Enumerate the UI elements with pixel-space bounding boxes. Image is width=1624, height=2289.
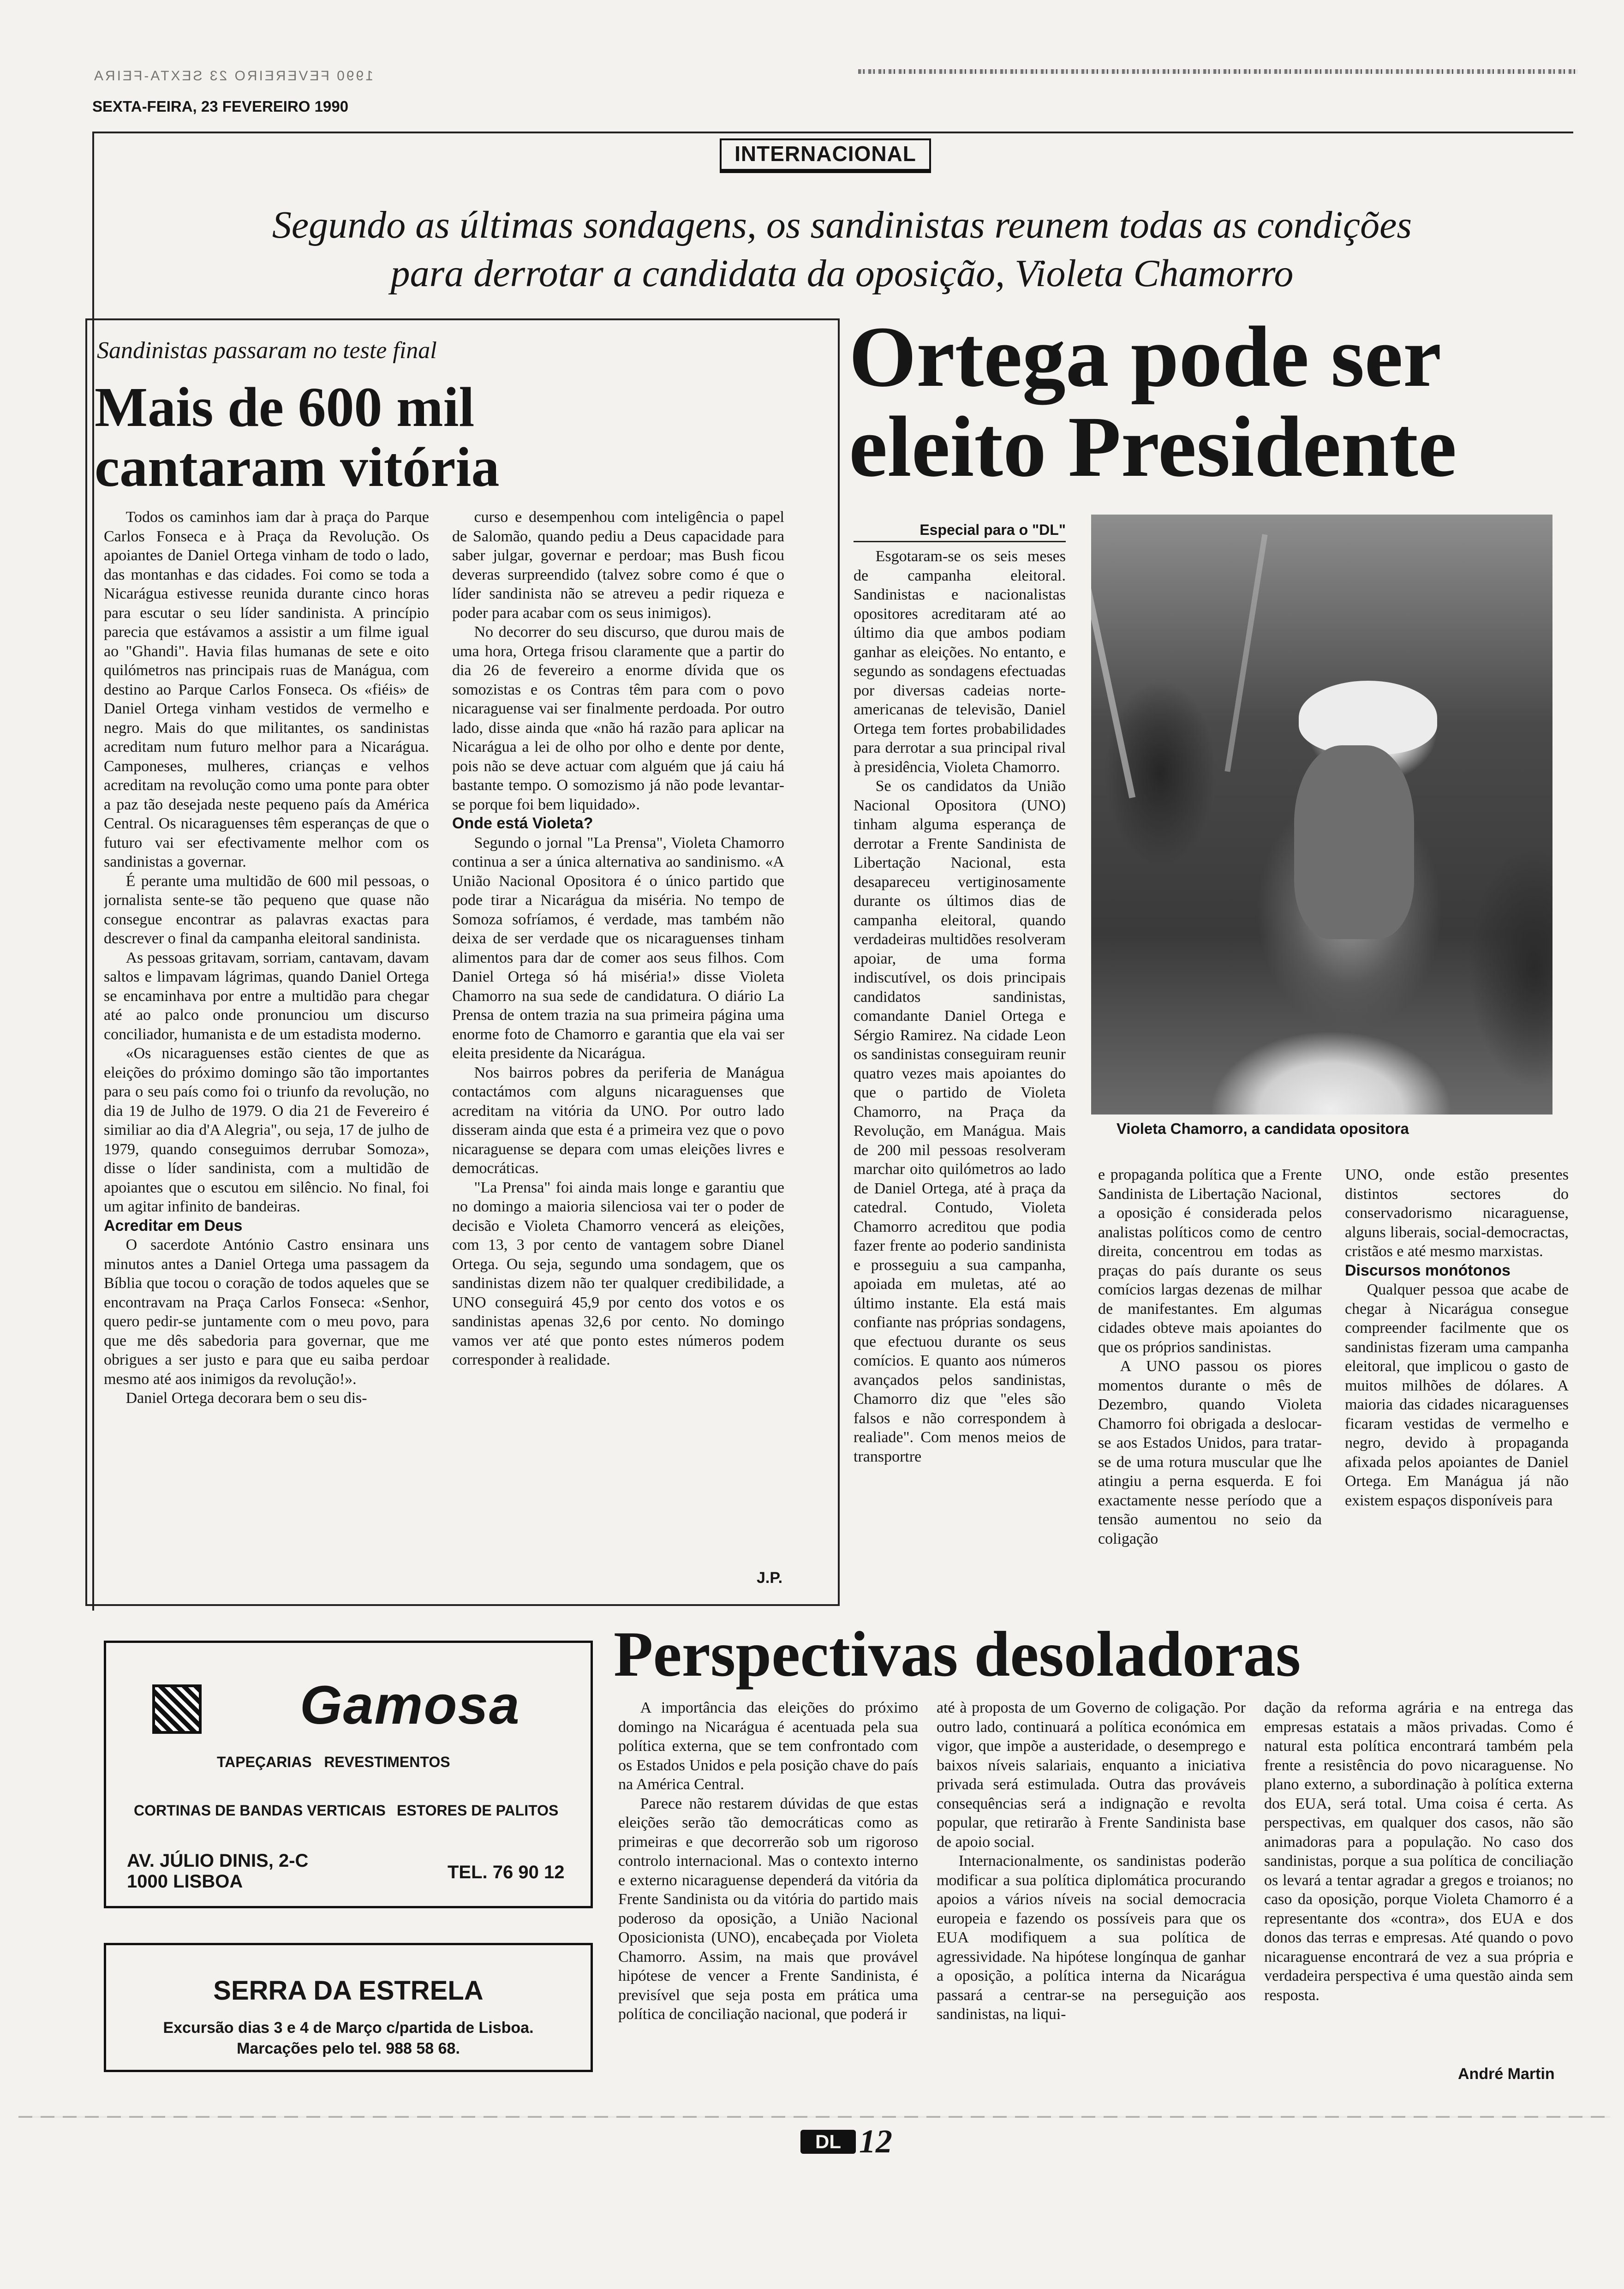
photo-violeta-chamorro: [1091, 515, 1552, 1115]
gamosa-services-2b: ESTORES DE PALITOS: [397, 1802, 559, 1819]
byline-rule: [854, 541, 1066, 542]
gamosa-services-2a: CORTINAS DE BANDAS VERTICAIS: [134, 1802, 386, 1819]
paragraph: curso e desempenhou com inteligência o papel de Salomão, quando pediu a Deus capacidade para saber julgar, governar e perdoar; mas Bush ficou deveras surpreendido (talvez sobre como é que o líder sandinista não se atreveu a pedir riqueza e poder para acabar com os seus inimigos).: [452, 509, 784, 622]
photo-hat-shape: [1299, 681, 1437, 755]
paragraph: e propaganda política que a Frente Sandinista de Libertação Nacional, a oposição é considerada pelos analistas políticos como de centro direita, concentrou em todas as praças do país durante os seus comícios largas dezenas de milhar de manifestantes. Em algumas cidades obteve mais apoiantes do que os próprios sandinistas.: [1098, 1166, 1322, 1356]
paragraph: Esgotaram-se os seis meses de campanha eleitoral. Sandinistas e nacionalistas opositores acreditaram até ao último dia que ambos podiam ganhar as eleições. No entanto, e segundo as sondagens efectuadas por diversas cadeias norte-americanas de televisão, Daniel Ortega tem fortes probabilidades para derrotar a sua principal rival à presidência, Violeta Chamorro.: [854, 548, 1066, 776]
left-story-headline-2: cantaram vitória: [95, 436, 500, 498]
paragraph: No decorrer do seu discurso, que durou mais de uma hora, Ortega frisou claramente que a partir do dia 26 de fevereiro a enorme dívida que os somozistas e os Contras têm para com o povo nicaraguense vai ser finalmente perdoada. Por outro lado, disse ainda que «não há razão para aplicar na Nicarágua a lei de olho por olho e dente por dente, pois não se deve actuar com alguém que já caiu há bastante tempo. O somozismo já não pode levantar-se porque foi bem liquidado».: [452, 623, 784, 813]
right-story-headline-2: eleito Presidente: [849, 398, 1457, 495]
paragraph: «Os nicaraguenses estão cientes de que as eleições do próximo domingo são tão importantes para o seu país como foi o triunfo da revolução, no dia 19 de Julho de 1979. O dia 21 de Fevereiro é similiar ao dia d'A Alegria", ou seja, 17 de julho de 1979, quando conseguimos derrubar Somoza», disse o líder sandinista, com a multidão de apoiantes que o escutou em silêncio. No final, foi um agitar infinito de bandeiras.: [104, 1045, 429, 1215]
section-label: [720, 138, 931, 173]
paragraph: dação da reforma agrária e na entrega das empresas estatais a mãos privadas. Como é natural esta política encontrará também pela frente a resistência do povo nicaraguense. No plano externo, a subordinação à política externa dos EUA, será total. Uma coisa é certa. As perspectivas, em qualquer dos casos, não são animadoras para a população. No caso dos sandinistas, porque a sua política de conciliação os levará a tentar agradar a gregos e troianos; no caso da oposição, porque Violeta Chamorro é a representante dos «contra», dos EUA e dos donos das terras e empresas. Até quando o povo nicaraguense encontrará de vez a sua própria e verdadeira perspectiva é uma questão ainda sem resposta.: [1264, 1699, 1573, 2004]
paragraph: Internacionalmente, os sandinistas poderão modificar a sua política diplomática procurando apoios a vários níveis na social democracia europeia e fazendo os possíveis para que os EUA modifiquem a sua política de agressividade. Na hipótese longínqua de ganhar a oposição, a política interna da Nicarágua passará a centrar-se na perseguição aos sandinistas, na liqui-: [937, 1852, 1246, 2023]
ad-serra-box: [104, 1943, 593, 2072]
subheading: Acreditar em Deus: [104, 1216, 243, 1234]
left-story-overline: Sandinistas passaram no teste final: [97, 337, 437, 364]
paragraph: UNO, onde estão presentes distintos sectores do conservadorismo nicaraguense, alguns liberais, social-democractas, cristãos e até mesmo marxistas.: [1345, 1166, 1569, 1260]
right-story-byline: Especial para o "DL": [919, 521, 1066, 538]
bottom-story-column-2: [937, 1698, 1246, 2072]
bottom-story-signature: André Martin: [1458, 2065, 1555, 2083]
right-story-column-2: [1098, 1165, 1322, 1608]
paragraph: As pessoas gritavam, sorriam, cantavam, davam saltos e limpavam lágrimas, quando Daniel Ortega se encaminhava por entre a multidão para chegar até ao palco onde pronunciou um discurso conciliador, humanista e de um estadista moderno.: [104, 949, 429, 1043]
gamosa-services-1: TAPEÇARIAS REVESTIMENTOS: [217, 1754, 450, 1770]
left-story-column-1: [104, 508, 429, 1592]
gamosa-address-2: 1000 LISBOA: [127, 1871, 243, 1892]
paragraph: Se os candidatos da União Nacional Opositora (UNO) tinham alguma esperança de derrotar a Frente Sandinista de Libertação Nacional, esta desapareceu vertiginosamente durante os últimos dias de campanha eleitoral, quando verdadeiras multidões resolveram apoiar, de uma forma indiscutível, os dois principais candidatos sandinistas, comandante Daniel Ortega e Sérgio Ramirez. Na cidade Leon os sandinistas conseguiram reunir quatro vezes mais apoiantes do que o partido de Violeta Chamorro, na Praça da Revolução, em Manágua. Mais de 200 mil pessoas resolveram marchar oito quilómetros ao lado de Daniel Ortega, até à praça da catedral. Contudo, Violeta Chamorro acreditou que podia fazer frente ao poderio sandinista e prosseguiu a sua campanha, apoiada em muletas, até ao último instante. Ela está mais confiante nas próprias sondagens, que efectuou durante os seus comícios. E quanto aos números avançados pelos sandinistas, Chamorro diz que "eles são falsos e não correspondem à realiade". Com menos meios de transportre: [854, 778, 1066, 1465]
footer-logo: [800, 2130, 856, 2154]
section-label-text: INTERNACIONAL: [734, 142, 916, 166]
gamosa-brand: Gamosa: [300, 1675, 520, 1736]
bottom-story-headline: Perspectivas desoladoras: [614, 1618, 1301, 1690]
paragraph: até à proposta de um Governo de coligação. Por outro lado, continuará a política económica em vigor, que impõe a austeridade, o desemprego e baixos níveis salariais, enquanto a iniciativa privada será estimulada. Outra das prováveis consequências será a indignação e revolta popular, que retirarão à Frente Sandinista base de apoio social.: [937, 1699, 1246, 1851]
scan-noise-strip: [18, 2116, 1610, 2118]
paragraph: Segundo o jornal "La Prensa", Violeta Chamorro continua a ser a única alternativa ao sandinismo. «A União Nacional Opositora é o único partido que pode tirar a Nicarágua da miséria. No tempo de Somoza sofríamos, é verdade, mas também não deixa de ser verdade que os nicaraguenses tinham alimentos para dar de comer aos seus filhos. Com Daniel Ortega só há miséria!» disse Violeta Chamorro na sua sede de candidatura. O diário La Prensa de ontem trazia na sua primeira página uma enorme foto de Chamorro e garantia que ela vai ser eleita presidente da Nicarágua.: [452, 834, 784, 1062]
paragraph: A UNO passou os piores momentos durante o mês de Dezembro, quando Violeta Chamorro foi obrigada a deslocar-se aos Estados Unidos, para tratar-se de uma rotura muscular que lhe atingiu a perna esquerda. E foi exactamente nesse período que a tensão aumentou no seio da coligação: [1098, 1358, 1322, 1547]
mirrored-date-bleed: 1990 FEVEREIRO 23 SEXTA-FEIRA: [92, 68, 373, 84]
paragraph: Qualquer pessoa que acabe de chegar à Nicarágua consegue compreender facilmente que os sandinistas fizeram uma campanha eleitoral, que implicou o gasto de muitos milhões de dólares. A maioria das cidades nicaraguenses ficaram vestidas de vermelho e negro, devido à propaganda afixada pelos apoiantes de Daniel Ortega. Em Manágua já não existem espaços disponíveis para: [1345, 1281, 1569, 1509]
paragraph: Todos os caminhos iam dar à praça do Parque Carlos Fonseca e à Praça da Revolução. Os apoiantes de Daniel Ortega vinham de todo o lado, das montanhas e das cidades. Foi como se toda a Nicarágua estivesse reunida durante cinco horas para escutar o seu líder sandinista. A princípio parecia que estávamos a assistir a um filme igual ao "Ghandi". Havia filas humanas de sete e oito quilómetros nas principais ruas de Manágua, com destino ao Parque Carlos Fonseca. Os «fiéis» de Daniel Ortega vinham vestidos de vermelho e negro. Mais do que militantes, os sandinistas acreditam num futuro melhor para a Nicarágua. Camponeses, mulheres, crianças e velhos acreditam na revolução como uma ponte para obter a paz tão desejada neste pequeno país da América Central. Os nicaraguenses têm esperanças de que o futuro vai ser efectivamente melhor com os sandinistas a governar.: [104, 509, 429, 870]
paragraph: A importância das eleições do próximo domingo na Nicarágua é acentuada pela sua política externa, que se tem confrontado com os Estados Unidos e pela posição chave do país na América Central.: [618, 1699, 918, 1793]
paragraph: Parece não restarem dúvidas de que estas eleições serão tão democráticas como as primeiras e que decorrerão sob um rigoroso controlo internacional. Mas o contexto interno e externo nicaraguense dependerá da vitória da Frente Sandinista ou da vitória do partido mais poderoso da oposição, a União Nacional Oposicionista (UNO), encabeçada por Violeta Chamorro. Assim, na mais que provável hipótese de vencer a Frente Sandinista, é previsível que seja posta em prática uma política de conciliação nacional, que poderá ir: [618, 1795, 918, 2023]
left-story-column-2: [452, 508, 784, 1564]
kicker-line-2: para derrotar a candidata da oposição, Violeta Chamorro: [390, 252, 1294, 295]
bottom-story-column-1: [618, 1698, 918, 2072]
gamosa-address-1: AV. JÚLIO DINIS, 2-C: [127, 1851, 309, 1871]
subheading: Discursos monótonos: [1345, 1261, 1511, 1279]
gamosa-logo-mark: [152, 1684, 202, 1734]
subheading: Onde está Violeta?: [452, 815, 593, 832]
masthead-date: SEXTA-FEIRA, 23 FEVEREIRO 1990: [92, 98, 349, 115]
frame-top-rule: [92, 132, 1573, 133]
right-story-column-1: [854, 547, 1066, 1608]
scan-noise-strip: [858, 69, 1578, 74]
photo-figure-shape: [1294, 745, 1414, 939]
ad-gamosa-box: [104, 1641, 593, 1908]
gamosa-phone: TEL. 76 90 12: [448, 1862, 565, 1882]
serra-line-2: Marcações pelo tel. 988 58 68.: [237, 2040, 460, 2057]
photo-stick-shape: [1091, 526, 1135, 798]
paragraph: O sacerdote António Castro ensinara uns minutos antes a Daniel Ortega uma passagem da Bíblia que tocou o coração de todos aqueles que se encontravam na Praça Carlos Fonseca: «Senhor, quero pedir-se juntamente com o meu povo, para que me dês sabedoria para governar, que me obrigues a ser justo e para que eu saiba perdoar mesmo até aos inimigos da revolução!».: [104, 1236, 429, 1388]
paragraph: Daniel Ortega decorara bem o seu dis-: [125, 1390, 367, 1407]
kicker-line-1: Segundo as últimas sondagens, os sandinistas reunem todas as condições: [272, 204, 1412, 246]
footer-logo-text: DL: [815, 2131, 841, 2152]
photo-caption: Violeta Chamorro, a candidata opositora: [1116, 1120, 1409, 1137]
left-story-headline-1: Mais de 600 mil: [95, 376, 475, 438]
bottom-story-column-3: [1264, 1698, 1573, 2063]
page-number: 12: [859, 2123, 892, 2160]
serra-title: SERRA DA ESTRELA: [213, 1976, 484, 2006]
paragraph: Nos bairros pobres da periferia de Manágua contactámos com alguns nicaraguenses que acreditam na vitória da UNO. Por outro lado disseram ainda que esta é a primeira vez que o povo nicaraguense se depara com umas eleições livres e democráticas.: [452, 1064, 784, 1177]
right-story-column-3: [1345, 1165, 1569, 1608]
right-story-headline-1: Ortega pode ser: [849, 308, 1442, 405]
paragraph: "La Prensa" foi ainda mais longe e garantiu que no domingo a maioria silenciosa vai ter o poder de decisão e Violeta Chamorro vencerá as eleições, com 13, 3 por cento de vantagem sobre Dianel Ortega. Ou seja, segundo uma sondagem, que os sandinistas dizem não ter qualquer credibilidade, a UNO conseguirá 45,9 por cento dos votos e os sandinistas apenas 32,6 por cento. No domingo vamos ver até que ponto estes números podem corresponder à realidade.: [452, 1179, 784, 1368]
serra-line-1: Excursão dias 3 e 4 de Março c/partida de Lisboa.: [163, 2019, 534, 2037]
left-story-signature: J.P.: [757, 1569, 783, 1587]
photo-stick-shape: [1224, 534, 1267, 772]
paragraph: É perante uma multidão de 600 mil pessoas, o jornalista sente-se tão pequeno que quase não consegue encontrar as palavras exactas para descrever o final da campanha eleitoral sandinista.: [104, 872, 429, 947]
